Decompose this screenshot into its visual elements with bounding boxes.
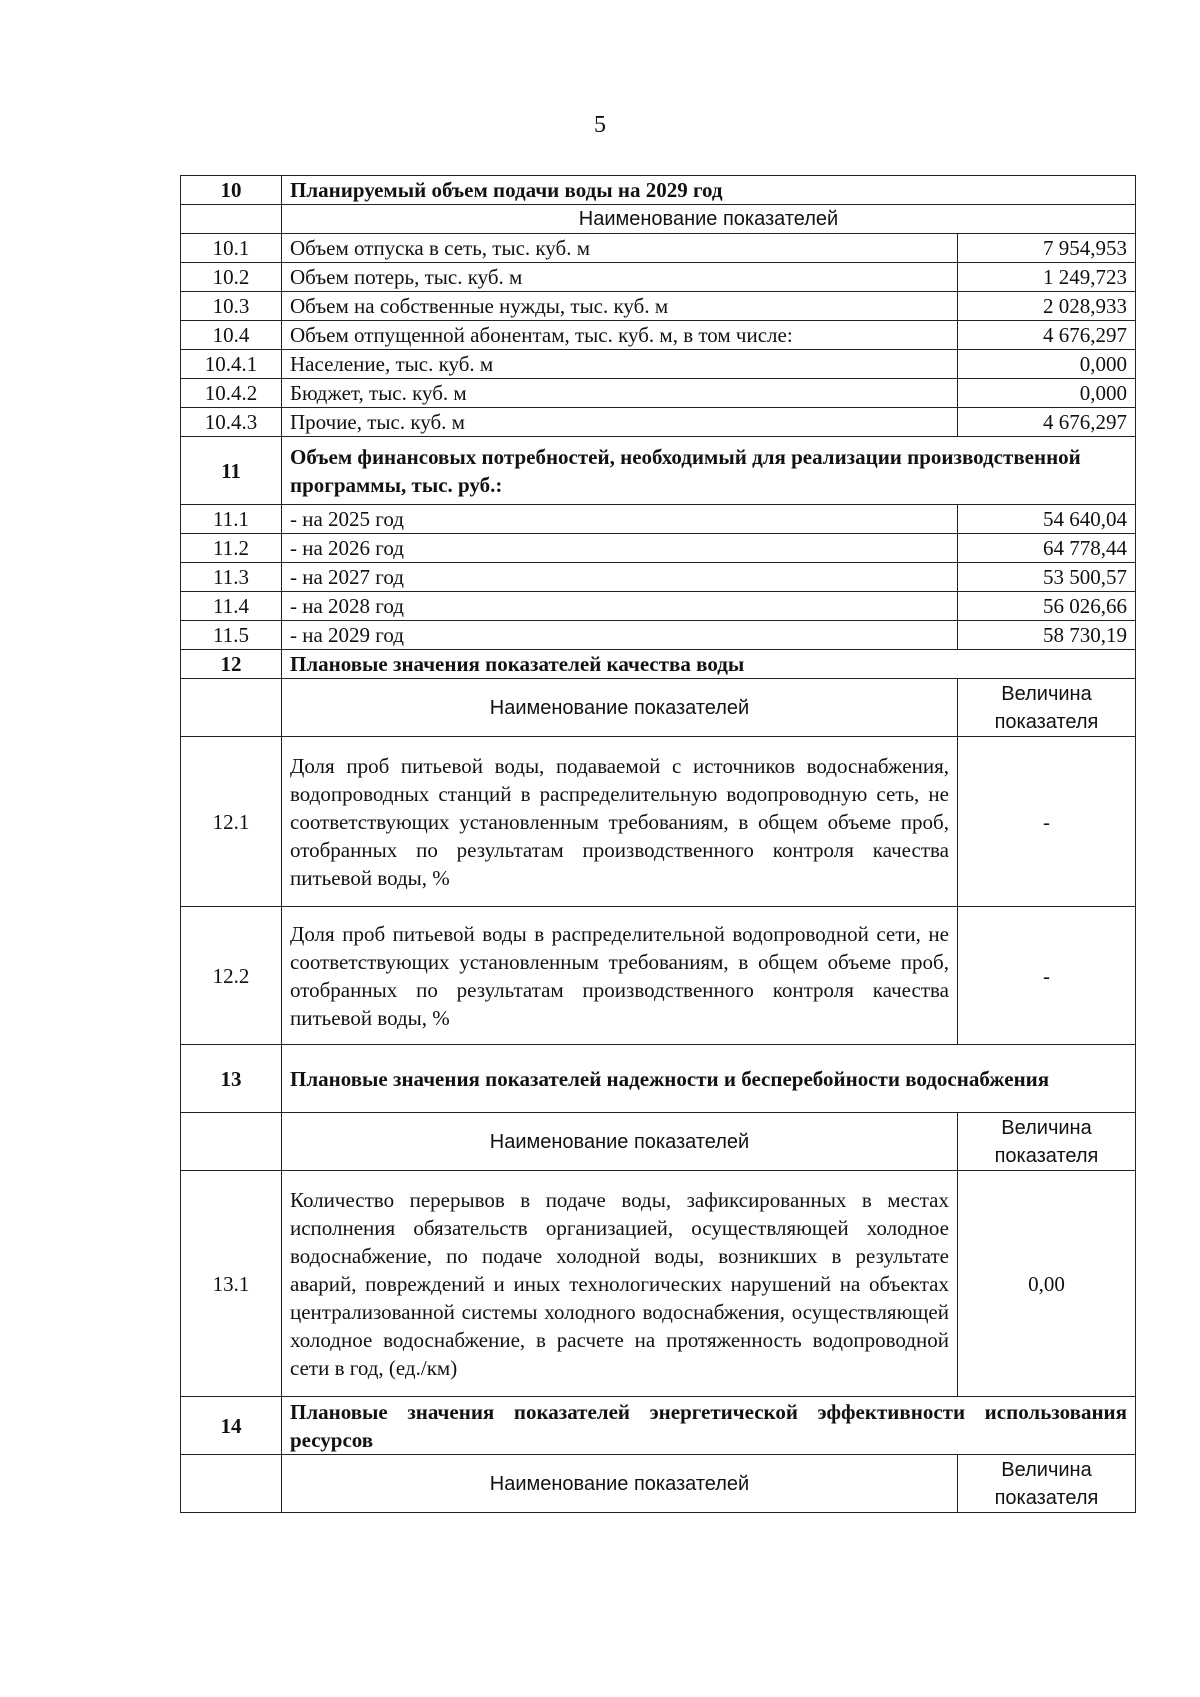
column-header-row [181, 1113, 1136, 1171]
row-value: 0,000 [958, 350, 1136, 379]
row-number: 13.1 [181, 1171, 282, 1397]
row-name: Количество перерывов в подаче воды, зафиксированных в местах исполнения обязательств организацией, осуществляющей холодное водоснабжение, по подаче холодной воды, возникших в результате аварий, повреждений и иных технологических нарушений на объектах централизованной системы холодного водоснабжения, осуществляющей холодное водоснабжение, в расчете на протяженность водопроводной сети в год, (ед./км) [282, 1171, 958, 1397]
section-number: 14 [181, 1397, 282, 1455]
row-number: 10.4.2 [181, 379, 282, 408]
section-number: 10 [181, 176, 282, 205]
row-value: 56 026,66 [958, 592, 1136, 621]
column-header-row [181, 205, 1136, 234]
row-number: 10.3 [181, 292, 282, 321]
column-header-value: Величина показателя [958, 679, 1136, 737]
table-row [181, 1171, 1136, 1397]
row-value: 0,000 [958, 379, 1136, 408]
column-header-name: Наименование показателей [282, 205, 1136, 234]
column-header-value: Величина показателя [958, 1113, 1136, 1171]
column-header-row [181, 679, 1136, 737]
row-name: Прочие, тыс. куб. м [282, 408, 958, 437]
row-name: Бюджет, тыс. куб. м [282, 379, 958, 408]
table-row [181, 737, 1136, 907]
row-value: 54 640,04 [958, 505, 1136, 534]
table-row [181, 263, 1136, 292]
row-value: 58 730,19 [958, 621, 1136, 650]
row-number: 12.1 [181, 737, 282, 907]
row-value: 64 778,44 [958, 534, 1136, 563]
row-value: 1 249,723 [958, 263, 1136, 292]
section-12-header [181, 650, 1136, 679]
row-name: Объем потерь, тыс. куб. м [282, 263, 958, 292]
section-title: Планируемый объем подачи воды на 2029 год [282, 176, 1136, 205]
table-row [181, 563, 1136, 592]
section-13-header [181, 1045, 1136, 1113]
column-header-name: Наименование показателей [282, 1113, 958, 1171]
row-name: - на 2028 год [282, 592, 958, 621]
section-14-header [181, 1397, 1136, 1455]
table-row [181, 234, 1136, 263]
row-name: Доля проб питьевой воды, подаваемой с источников водоснабжения, водопроводных станций в распределительную водопроводную сеть, не соответствующих установленным требованиям, в общем объеме проб, отобранных по результатам производственного контроля качества питьевой воды, % [282, 737, 958, 907]
row-number: 11.4 [181, 592, 282, 621]
empty-cell [181, 1113, 282, 1171]
row-number: 11.5 [181, 621, 282, 650]
row-value: - [958, 907, 1136, 1045]
table-row [181, 592, 1136, 621]
table-row [181, 321, 1136, 350]
row-number: 10.4 [181, 321, 282, 350]
section-title: Плановые значения показателей надежности и бесперебойности водоснабжения [282, 1045, 1136, 1113]
empty-cell [181, 1455, 282, 1513]
row-name: Объем отпуска в сеть, тыс. куб. м [282, 234, 958, 263]
empty-cell [181, 679, 282, 737]
section-title: Объем финансовых потребностей, необходимый для реализации производственной программы, тыс. руб.: [282, 437, 1136, 505]
table-row [181, 534, 1136, 563]
section-number: 13 [181, 1045, 282, 1113]
row-value: 2 028,933 [958, 292, 1136, 321]
row-value: 53 500,57 [958, 563, 1136, 592]
table-row [181, 408, 1136, 437]
column-header-value: Величина показателя [958, 1455, 1136, 1513]
row-name: - на 2027 год [282, 563, 958, 592]
column-header-name: Наименование показателей [282, 1455, 958, 1513]
column-header-row [181, 1455, 1136, 1513]
row-number: 10.4.1 [181, 350, 282, 379]
row-number: 10.4.3 [181, 408, 282, 437]
table-row [181, 907, 1136, 1045]
section-title: Плановые значения показателей энергетической эффективности использования ресурсов [282, 1397, 1136, 1455]
table-row [181, 505, 1136, 534]
row-number: 10.2 [181, 263, 282, 292]
row-number: 10.1 [181, 234, 282, 263]
row-value: 4 676,297 [958, 408, 1136, 437]
section-number: 12 [181, 650, 282, 679]
table-row [181, 379, 1136, 408]
table-row [181, 350, 1136, 379]
row-value: 7 954,953 [958, 234, 1136, 263]
section-title: Плановые значения показателей качества воды [282, 650, 1136, 679]
row-name: - на 2025 год [282, 505, 958, 534]
section-11-header [181, 437, 1136, 505]
section-number: 11 [181, 437, 282, 505]
row-number: 12.2 [181, 907, 282, 1045]
row-number: 11.3 [181, 563, 282, 592]
row-name: - на 2029 год [282, 621, 958, 650]
row-name: Объем на собственные нужды, тыс. куб. м [282, 292, 958, 321]
row-number: 11.2 [181, 534, 282, 563]
row-value: - [958, 737, 1136, 907]
row-value: 0,00 [958, 1171, 1136, 1397]
column-header-name: Наименование показателей [282, 679, 958, 737]
row-name: Объем отпущенной абонентам, тыс. куб. м, в том числе: [282, 321, 958, 350]
empty-cell [181, 205, 282, 234]
page-number: 5 [594, 112, 606, 138]
row-name: - на 2026 год [282, 534, 958, 563]
row-value: 4 676,297 [958, 321, 1136, 350]
table-row [181, 292, 1136, 321]
table-row [181, 621, 1136, 650]
row-name: Население, тыс. куб. м [282, 350, 958, 379]
section-10-header [181, 176, 1136, 205]
indicators-table [180, 175, 1136, 1513]
row-name: Доля проб питьевой воды в распределительной водопроводной сети, не соответствующих установленным требованиям, в общем объеме проб, отобранных по результатам производственного контроля качества питьевой воды, % [282, 907, 958, 1045]
row-number: 11.1 [181, 505, 282, 534]
